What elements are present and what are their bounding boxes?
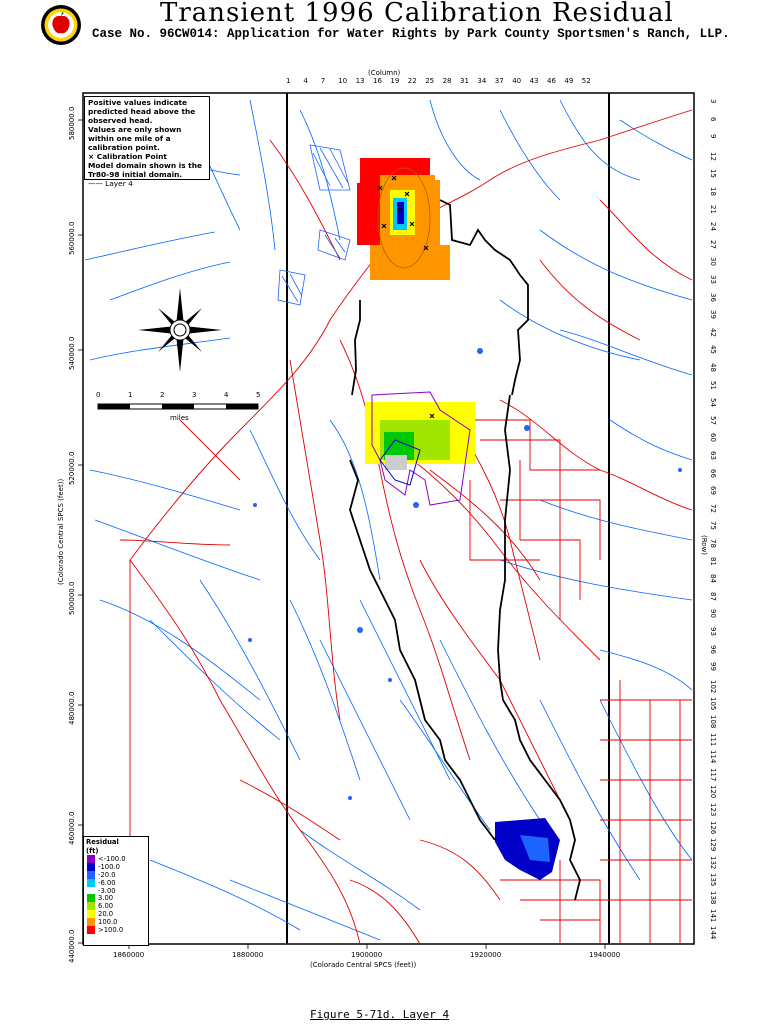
residual-class-label: <-100.0 xyxy=(98,854,126,863)
row-tick-label: 102 xyxy=(709,679,717,694)
row-tick-label: 18 xyxy=(709,187,717,196)
scale-unit: miles xyxy=(170,414,189,422)
residual-legend-unit: (ft) xyxy=(86,847,99,855)
row-tick-label: 126 xyxy=(709,820,717,834)
row-tick-label: 42 xyxy=(709,327,717,337)
residual-legend-item xyxy=(84,855,148,863)
row-tick-label: 132 xyxy=(709,855,717,870)
row-tick-label: 75 xyxy=(709,521,717,531)
x-tick-label: 1900000 xyxy=(351,951,383,959)
row-tick-label: 36 xyxy=(709,292,717,302)
scale-tick: 2 xyxy=(160,391,165,399)
x-axis-label: (Colorado Central SPCS (feet)) xyxy=(310,961,417,969)
row-tick-label: 72 xyxy=(709,503,717,513)
scale-tick: 0 xyxy=(96,391,101,399)
row-tick-label: 114 xyxy=(709,750,717,764)
column-tick-label: 46 xyxy=(547,77,556,85)
column-tick-label: 22 xyxy=(407,77,417,85)
scale-bar xyxy=(92,390,272,420)
scale-tick: 1 xyxy=(128,391,133,399)
row-tick-label: 27 xyxy=(709,239,717,249)
scale-tick: 4 xyxy=(224,391,229,399)
row-tick-label: 108 xyxy=(709,715,717,729)
residual-legend-item xyxy=(84,918,148,926)
residual-class-label: -20.0 xyxy=(98,870,116,879)
column-tick-label: 34 xyxy=(477,77,487,85)
y-tick-label: 560000.0 xyxy=(68,221,76,255)
column-tick-label: 16 xyxy=(373,77,382,85)
row-tick-label: 84 xyxy=(709,574,717,584)
row-tick-label: 45 xyxy=(709,345,717,355)
legend-note-line: Tr80-98 initial domain. xyxy=(88,170,183,179)
residual-swatch xyxy=(87,902,95,910)
residual-swatch xyxy=(87,863,95,871)
legend-note-line: Values are only shown xyxy=(88,125,182,134)
row-tick-label: 51 xyxy=(709,380,717,390)
row-tick-label: 96 xyxy=(709,644,717,654)
row-tick-label: 12 xyxy=(709,151,717,161)
map-subtitle: Case No. 96CW014: Application for Water Rights by Park County Sportsmen's Ranch, LLP. xyxy=(92,27,730,41)
row-tick-label: 111 xyxy=(709,732,717,746)
y-tick-label: 480000.0 xyxy=(68,691,76,725)
column-tick-label: 28 xyxy=(442,77,452,85)
column-tick-label: 43 xyxy=(529,77,539,85)
row-tick-label: 99 xyxy=(709,662,717,672)
row-tick-label: 141 xyxy=(709,908,717,922)
residual-class-label: 6.00 xyxy=(98,902,114,911)
residual-class-label: -100.0 xyxy=(98,862,120,871)
row-tick-label: 81 xyxy=(709,556,717,566)
row-tick-label: 105 xyxy=(709,697,717,711)
residual-swatch xyxy=(87,855,95,863)
map-title: Transient 1996 Calibration Residual xyxy=(160,0,674,28)
x-tick-label: 1860000 xyxy=(113,951,145,959)
residual-class-label: -3.00 xyxy=(98,886,116,895)
scale-tick: 3 xyxy=(192,391,197,399)
row-tick-label: 93 xyxy=(709,627,717,636)
residual-legend-item xyxy=(84,894,148,902)
residual-class-label: 3.00 xyxy=(98,894,114,903)
row-tick-label: 90 xyxy=(709,609,717,619)
y-tick-label: 500000.0 xyxy=(68,581,76,615)
row-tick-label: 63 xyxy=(709,451,717,460)
residual-legend-item xyxy=(84,902,148,910)
column-tick-label: 7 xyxy=(320,77,326,85)
row-tick-label: 117 xyxy=(709,767,717,782)
residual-class-label: >100.0 xyxy=(98,925,124,934)
legend-note-line: calibration point. xyxy=(88,143,160,152)
column-tick-label: 40 xyxy=(512,77,522,85)
x-tick-label: 1920000 xyxy=(470,951,502,959)
column-tick-label: 52 xyxy=(581,77,591,85)
row-tick-label: 123 xyxy=(709,803,717,817)
residual-swatch xyxy=(87,871,95,879)
residual-legend-item xyxy=(84,887,148,895)
column-tick-label: 10 xyxy=(338,77,348,85)
row-tick-label: 33 xyxy=(709,275,717,284)
column-tick-label: 13 xyxy=(355,77,365,85)
y-tick-label: 460000.0 xyxy=(68,811,76,845)
y-tick-label: 440000.0 xyxy=(68,929,76,963)
row-tick-label: 24 xyxy=(709,222,717,232)
legend-notes xyxy=(84,96,210,188)
residual-legend-item xyxy=(84,871,148,879)
row-tick-label: 135 xyxy=(709,873,717,887)
residual-legend-item xyxy=(84,863,148,871)
residual-swatch xyxy=(87,918,95,926)
row-tick-label: 138 xyxy=(709,891,717,905)
legend-note-line: observed head. xyxy=(88,116,153,125)
y-tick-label: 520000.0 xyxy=(68,451,76,485)
legend-note-line: Positive values indicate xyxy=(88,98,188,107)
row-tick-label: 66 xyxy=(709,468,717,478)
column-tick-label: 4 xyxy=(303,77,308,85)
legend-note-line: × Calibration Point xyxy=(88,152,167,161)
row-tick-label: 48 xyxy=(709,363,717,372)
row-tick-label: 15 xyxy=(709,169,717,179)
column-tick-label: 31 xyxy=(460,77,469,85)
legend-note-line: predicted head above the xyxy=(88,107,196,116)
residual-legend-item xyxy=(84,879,148,887)
residual-legend-title: Residual xyxy=(86,838,119,846)
scale-tick: 5 xyxy=(256,391,261,399)
row-tick-label: 21 xyxy=(709,204,717,214)
residual-class-label: 20.0 xyxy=(98,910,114,919)
row-tick-label: 120 xyxy=(709,785,717,799)
residual-swatch xyxy=(87,910,95,918)
legend-note-line: Model domain shown is the xyxy=(88,161,202,170)
legend-note-line: —— Layer 4 xyxy=(88,179,133,188)
row-tick-label: 3 xyxy=(709,99,717,104)
row-tick-label: 60 xyxy=(709,433,717,443)
row-tick-label: 69 xyxy=(709,486,717,496)
row-tick-label: 144 xyxy=(709,926,717,940)
y-axis-label: (Colorado Central SPCS (feet)) xyxy=(57,478,65,585)
residual-class-label: 100.0 xyxy=(98,918,118,927)
legend-note-line: within one mile of a xyxy=(88,134,171,143)
row-tick-label: 39 xyxy=(709,310,717,320)
figure-caption: Figure 5-71d. Layer 4 xyxy=(310,1008,450,1021)
y-tick-label: 540000.0 xyxy=(68,336,76,370)
row-tick-label: 78 xyxy=(709,539,717,548)
row-tick-label: 6 xyxy=(709,116,717,122)
column-tick-label: 49 xyxy=(564,77,574,85)
column-axis-label: (Column) xyxy=(368,69,401,77)
row-axis-label: (Row) xyxy=(700,535,708,556)
residual-swatch xyxy=(87,926,95,934)
residual-swatch xyxy=(87,894,95,902)
residual-swatch xyxy=(87,887,95,895)
residual-class-label: -6.00 xyxy=(98,878,116,887)
residual-legend-item xyxy=(84,910,148,918)
row-tick-label: 9 xyxy=(709,134,717,139)
row-tick-label: 54 xyxy=(709,398,717,408)
residual-legend xyxy=(83,836,149,946)
row-tick-label: 87 xyxy=(709,591,717,601)
residual-legend-item xyxy=(84,926,148,934)
y-tick-label: 580000.0 xyxy=(68,106,76,140)
x-tick-label: 1880000 xyxy=(232,951,264,959)
column-tick-label: 1 xyxy=(286,77,291,85)
column-tick-label: 37 xyxy=(494,77,504,85)
row-tick-label: 30 xyxy=(709,257,717,267)
column-tick-label: 25 xyxy=(425,77,435,85)
residual-swatch xyxy=(87,879,95,887)
x-tick-label: 1940000 xyxy=(589,951,621,959)
column-tick-label: 19 xyxy=(390,77,400,85)
row-tick-label: 129 xyxy=(709,838,717,852)
row-tick-label: 57 xyxy=(709,415,717,425)
